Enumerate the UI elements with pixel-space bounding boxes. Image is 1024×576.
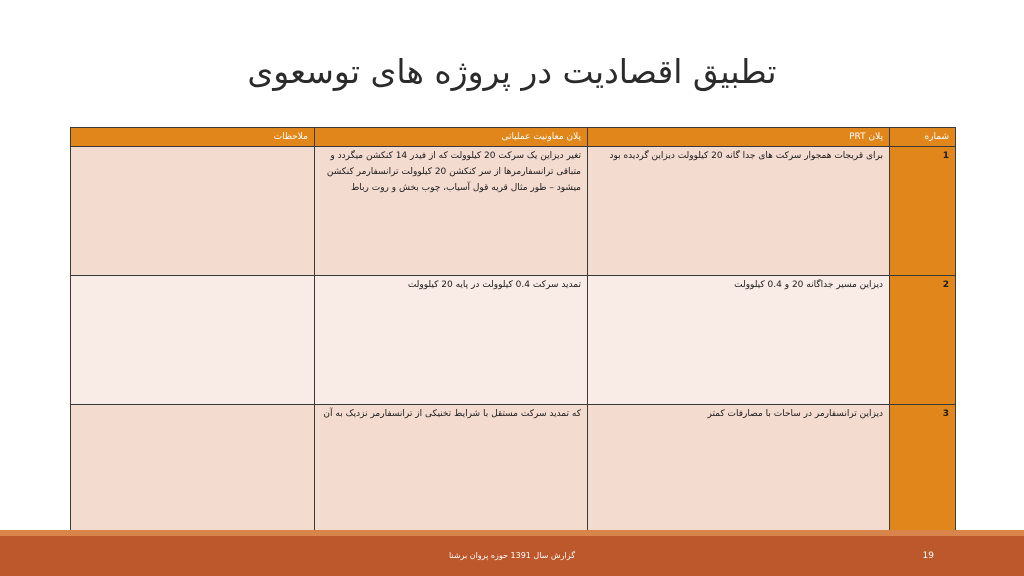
slide-title: تطبیق اقصادیت در پروژه های توسعوی xyxy=(247,52,777,91)
prt-cell: برای قریجات همجوار سرکت های جدا گانه 20 کیلوولت دیزاین گردیده بود xyxy=(588,147,890,276)
notes-cell xyxy=(71,147,315,276)
row-number: 1 xyxy=(890,147,956,276)
table-row xyxy=(71,147,956,276)
header-notes: ملاحظات xyxy=(71,128,315,147)
table-row xyxy=(71,405,956,534)
ops-cell: تمدید سرکت 0.4 کیلوولت در پایه 20 کیلوولت xyxy=(315,276,588,405)
table-header-row xyxy=(71,128,956,147)
header-ops-plan: پلان معاونیت عملیاتی xyxy=(315,128,588,147)
ops-cell: که تمدید سرکت مستقل با شرایط تخنیکی از ترانسفارمر نزدیک به آن xyxy=(315,405,588,534)
footer-text: گزارش سال 1391 حوزه پروان برشنا xyxy=(448,551,576,560)
ops-cell: تغیر دیزاین یک سرکت 20 کیلوولت که از فیدر 14 کنکشن میگردد و متباقی ترانسفارمرها از سر کنکشن 20 کیلوولت ترانسفارمر کنکشن میشود – طور مثال قریه قول آسیاب، چوب بخش و روت رباط xyxy=(315,147,588,276)
row-number: 2 xyxy=(890,276,956,405)
comparison-table xyxy=(70,127,956,534)
prt-cell: دیزاین ترانسفارمر در ساحات با مصارفات کمتر xyxy=(588,405,890,534)
notes-cell xyxy=(71,276,315,405)
header-number: شماره xyxy=(890,128,956,147)
row-number: 3 xyxy=(890,405,956,534)
notes-cell xyxy=(71,405,315,534)
page-number: 19 xyxy=(922,551,934,561)
prt-cell: دیزاین مسیر جداگانه 20 و 0.4 کیلوولت xyxy=(588,276,890,405)
table-row xyxy=(71,276,956,405)
header-prt-plan: پلان PRT xyxy=(588,128,890,147)
